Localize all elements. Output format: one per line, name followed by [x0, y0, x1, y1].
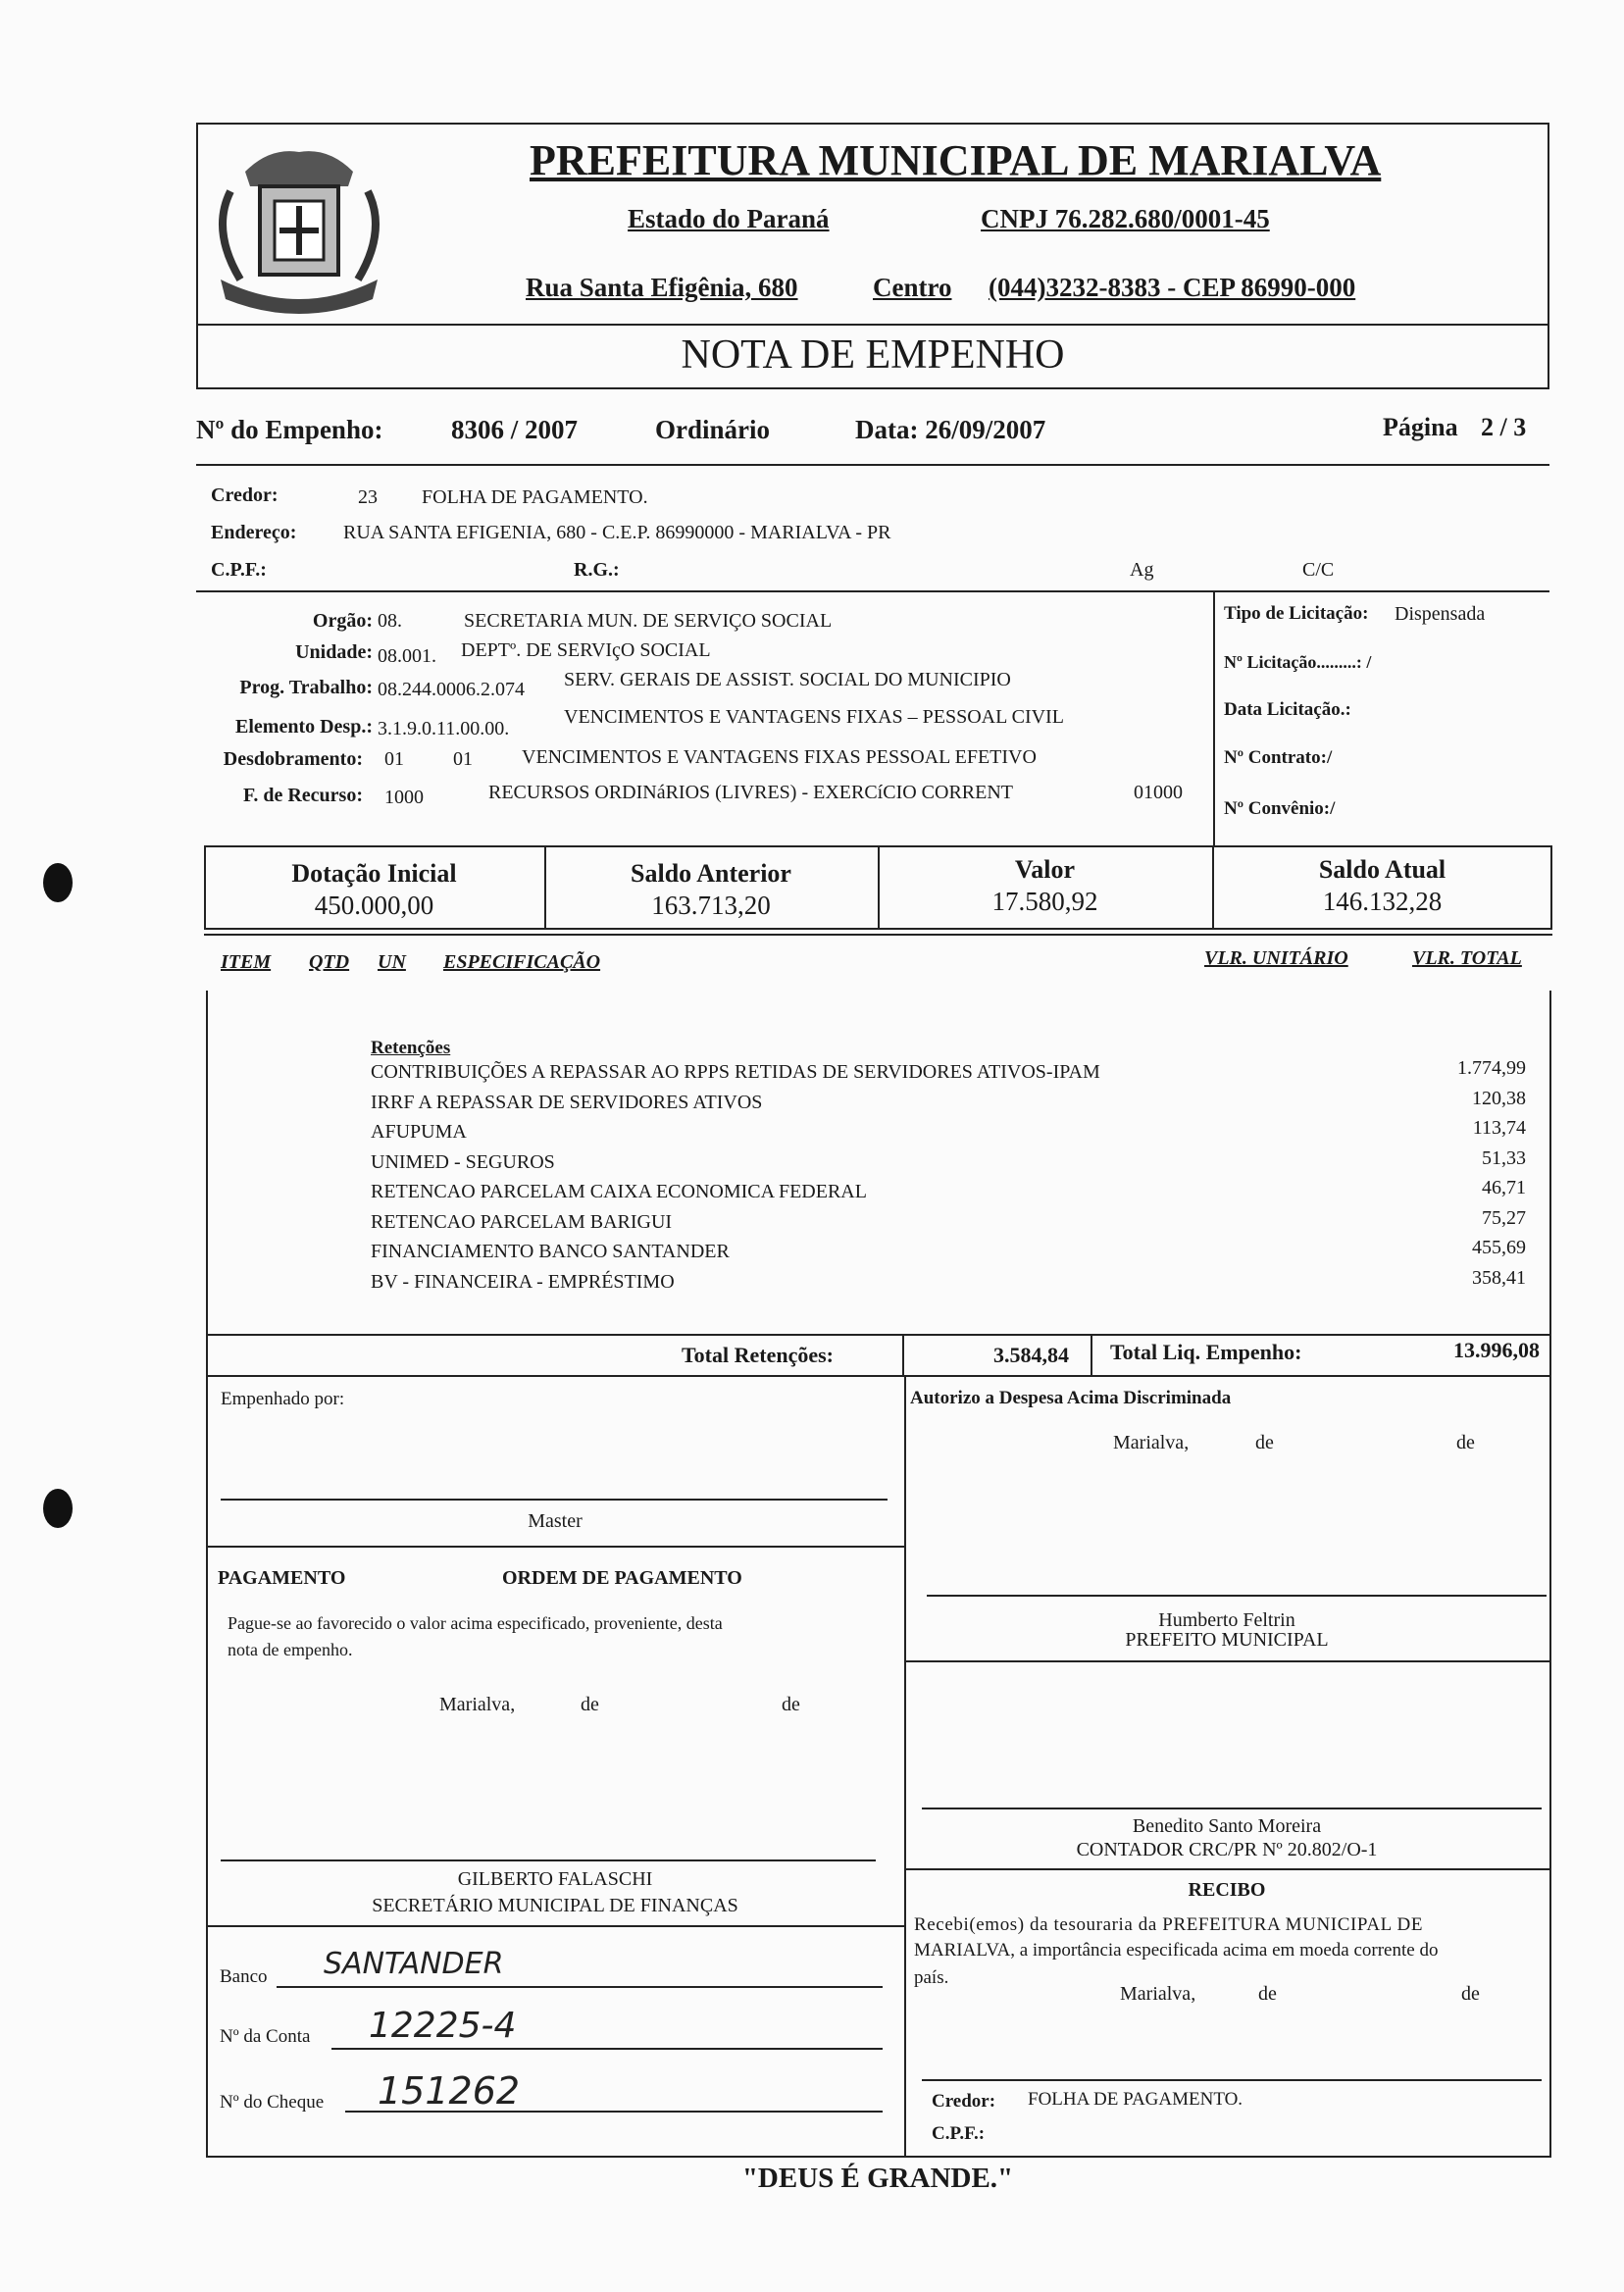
saldo-anterior-label: Saldo Anterior [631, 859, 791, 888]
retencao-row-desc: IRRF A REPASSAR DE SERVIDORES ATIVOS [371, 1091, 763, 1113]
retencao-row-desc: BV - FINANCEIRA - EMPRÉSTIMO [371, 1270, 675, 1293]
retencao-row-desc: RETENCAO PARCELAM BARIGUI [371, 1210, 673, 1233]
cheque-handwritten: 151262 [378, 2069, 521, 2113]
de-recibo-1: de [1258, 1983, 1277, 2005]
qtd-header: QTD [309, 951, 350, 973]
banco-handwritten: SANTANDER [324, 1947, 504, 1981]
address-label: Endereço: [211, 522, 297, 543]
elemento-label: Elemento Desp.: [235, 716, 373, 738]
recibo-credor-value: FOLHA DE PAGAMENTO. [1028, 2089, 1243, 2110]
de-left-1: de [581, 1694, 599, 1715]
retencao-row-value: 46,71 [1482, 1177, 1526, 1198]
total-retencoes-value: 3.584,84 [993, 1343, 1069, 1367]
retencao-row-value: 358,41 [1472, 1266, 1526, 1289]
recibo-line1: Recebi(emos) da tesouraria da PREFEITURA MUNICIPAL DE [914, 1914, 1424, 1935]
unidade-label: Unidade: [295, 641, 373, 663]
unidade-code: 08.001. [378, 645, 436, 667]
prefeito-role: PREFEITO MUNICIPAL [1125, 1629, 1329, 1651]
municipality-title: PREFEITURA MUNICIPAL DE MARIALVA [530, 136, 1382, 184]
recurso-value: RECURSOS ORDINáRIOS (LIVRES) - EXERCíCIO CORRENT [488, 782, 1014, 803]
retencao-row-value: 51,33 [1482, 1146, 1526, 1169]
cnpj-label: CNPJ 76.282.680/0001-45 [981, 204, 1270, 233]
de-recibo-2: de [1461, 1983, 1480, 2005]
autorizo-label: Autorizo a Despesa Acima Discriminada [910, 1388, 1232, 1408]
pague-text-line2: nota de empenho. [228, 1640, 353, 1659]
vlr-unitario-header: VLR. UNITÁRIO [1204, 947, 1348, 969]
total-retencoes-label: Total Retenções: [682, 1343, 834, 1367]
elemento-value: VENCIMENTOS E VANTAGENS FIXAS – PESSOAL CIVIL [564, 706, 1064, 728]
recibo-line2: MARIALVA, a importância especificada acima em moeda corrente do [914, 1940, 1439, 1961]
coat-of-arms-icon [201, 132, 397, 319]
dotacao-label: Dotação Inicial [291, 859, 457, 888]
contador-role: CONTADOR CRC/PR Nº 20.802/O-1 [1076, 1839, 1378, 1860]
marialva-right: Marialva, [1113, 1432, 1190, 1453]
total-liq-label: Total Liq. Empenho: [1110, 1340, 1302, 1364]
conta-handwritten: 12225-4 [369, 2006, 517, 2046]
recurso-label: F. de Recurso: [242, 785, 363, 806]
retencao-row-desc: UNIMED - SEGUROS [371, 1150, 555, 1173]
un-header: UN [378, 951, 406, 973]
valor-label: Valor [1014, 855, 1076, 884]
ag-label: Ag [1130, 559, 1154, 581]
unidade-value: DEPTº. DE SERVIçO SOCIAL [461, 639, 711, 661]
prog-label: Prog. Trabalho: [239, 677, 373, 698]
secretario-name: GILBERTO FALASCHI [457, 1868, 653, 1890]
phone-cep-label: (044)3232-8383 - CEP 86990-000 [989, 273, 1356, 302]
secretario-role: SECRETÁRIO MUNICIPAL DE FINANÇAS [372, 1895, 738, 1916]
retencao-row-value: 1.774,99 [1457, 1057, 1526, 1079]
orgao-code: 08. [378, 610, 402, 632]
ordem-pagamento-label: ORDEM DE PAGAMENTO [502, 1567, 742, 1589]
recibo-cpf-label: C.P.F.: [932, 2123, 986, 2144]
retencao-row-desc: CONTRIBUIÇÕES A REPASSAR AO RPPS RETIDAS DE SERVIDORES ATIVOS-IPAM [371, 1061, 1100, 1083]
pague-text-line1: Pague-se ao favorecido o valor acima especificado, proveniente, desta [228, 1613, 723, 1633]
data-licitacao: Data Licitação.: [1224, 699, 1351, 720]
street-label: Rua Santa Efigênia, 680 [526, 273, 798, 302]
vlr-total-header: VLR. TOTAL [1412, 947, 1522, 969]
desdobramento-value: VENCIMENTOS E VANTAGENS FIXAS PESSOAL EFETIVO [522, 746, 1037, 768]
saldo-anterior-value: 163.713,20 [651, 891, 771, 920]
empenho-label: Nº do Empenho: [196, 415, 383, 444]
contador-name: Benedito Santo Moreira [1132, 1815, 1322, 1837]
state-label: Estado do Paraná [628, 204, 830, 233]
empenho-type: Ordinário [655, 415, 771, 444]
orgao-label: Orgão: [312, 610, 373, 632]
prefeito-name: Humberto Feltrin [1158, 1609, 1295, 1631]
recibo-line3: país. [914, 1967, 949, 1988]
document-title: NOTA DE EMPENHO [681, 332, 1065, 378]
marialva-left: Marialva, [439, 1694, 516, 1715]
numero-licitacao: Nº Licitação.........: / [1224, 652, 1372, 672]
cc-label: C/C [1302, 559, 1335, 581]
page-label: Página [1383, 413, 1458, 441]
total-liq-value: 13.996,08 [1453, 1338, 1540, 1362]
marialva-recibo: Marialva, [1120, 1983, 1196, 2005]
conta-label: Nº da Conta [220, 2026, 311, 2047]
recibo-credor-label: Credor: [932, 2091, 996, 2112]
rg-label: R.G.: [574, 559, 620, 581]
district-label: Centro [873, 273, 952, 302]
banco-label: Banco [220, 1966, 268, 1987]
pagamento-label: PAGAMENTO [218, 1567, 346, 1589]
prog-code: 08.244.0006.2.074 [378, 679, 525, 700]
footer-motto: "DEUS É GRANDE." [741, 2163, 1014, 2194]
credor-label: Credor: [211, 484, 279, 506]
item-header: ITEM [221, 951, 272, 973]
retencao-row-value: 120,38 [1472, 1087, 1526, 1109]
retencao-row-desc: RETENCAO PARCELAM CAIXA ECONOMICA FEDERAL [371, 1181, 867, 1202]
empenho-number: 8306 / 2007 [451, 415, 579, 444]
contrato-label: Nº Contrato:/ [1224, 747, 1333, 768]
tipo-licitacao-value: Dispensada [1395, 603, 1486, 625]
prog-value: SERV. GERAIS DE ASSIST. SOCIAL DO MUNICIPIO [564, 669, 1011, 690]
recurso-code: 1000 [384, 787, 424, 808]
saldo-atual-label: Saldo Atual [1318, 855, 1446, 884]
punch-hole-top [43, 863, 73, 902]
retencao-row-desc: AFUPUMA [371, 1121, 467, 1143]
empenhado-por-label: Empenhado por: [221, 1389, 345, 1409]
desdobramento-code1: 01 [384, 748, 404, 770]
retencao-row-value: 113,74 [1472, 1117, 1526, 1139]
master-label: Master [528, 1510, 583, 1532]
retencao-row-value: 75,27 [1482, 1206, 1526, 1229]
recibo-title: RECIBO [1188, 1879, 1266, 1901]
credor-code: 23 [358, 486, 378, 508]
empenho-date: Data: 26/09/2007 [855, 415, 1046, 444]
espec-header: ESPECIFICAÇÃO [443, 951, 601, 973]
saldo-atual-value: 146.132,28 [1322, 887, 1443, 916]
cheque-label: Nº do Cheque [220, 2092, 325, 2113]
de-left-2: de [782, 1694, 800, 1715]
elemento-code: 3.1.9.0.11.00.00. [378, 718, 510, 739]
retencao-row-desc: FINANCIAMENTO BANCO SANTANDER [371, 1241, 730, 1262]
retencao-row-value: 455,69 [1472, 1237, 1526, 1258]
retencoes-title: Retenções [371, 1038, 451, 1058]
address-value: RUA SANTA EFIGENIA, 680 - C.E.P. 86990000 - MARIALVA - PR [343, 522, 891, 543]
desdobramento-label: Desdobramento: [223, 748, 363, 770]
page-number: 2 / 3 [1481, 413, 1527, 441]
convenio-label: Nº Convênio:/ [1224, 798, 1336, 819]
tipo-licitacao-label: Tipo de Licitação: [1224, 603, 1369, 624]
orgao-value: SECRETARIA MUN. DE SERVIÇO SOCIAL [464, 610, 833, 632]
de-right-2: de [1456, 1432, 1475, 1453]
recurso-code2: 01000 [1134, 782, 1183, 803]
desdobramento-code2: 01 [453, 748, 473, 770]
credor-name: FOLHA DE PAGAMENTO. [422, 486, 648, 508]
valor-value: 17.580,92 [991, 887, 1098, 916]
de-right-1: de [1255, 1432, 1274, 1453]
cpf-label: C.P.F.: [211, 559, 267, 581]
punch-hole-bottom [43, 1489, 73, 1528]
dotacao-value: 450.000,00 [314, 891, 434, 920]
